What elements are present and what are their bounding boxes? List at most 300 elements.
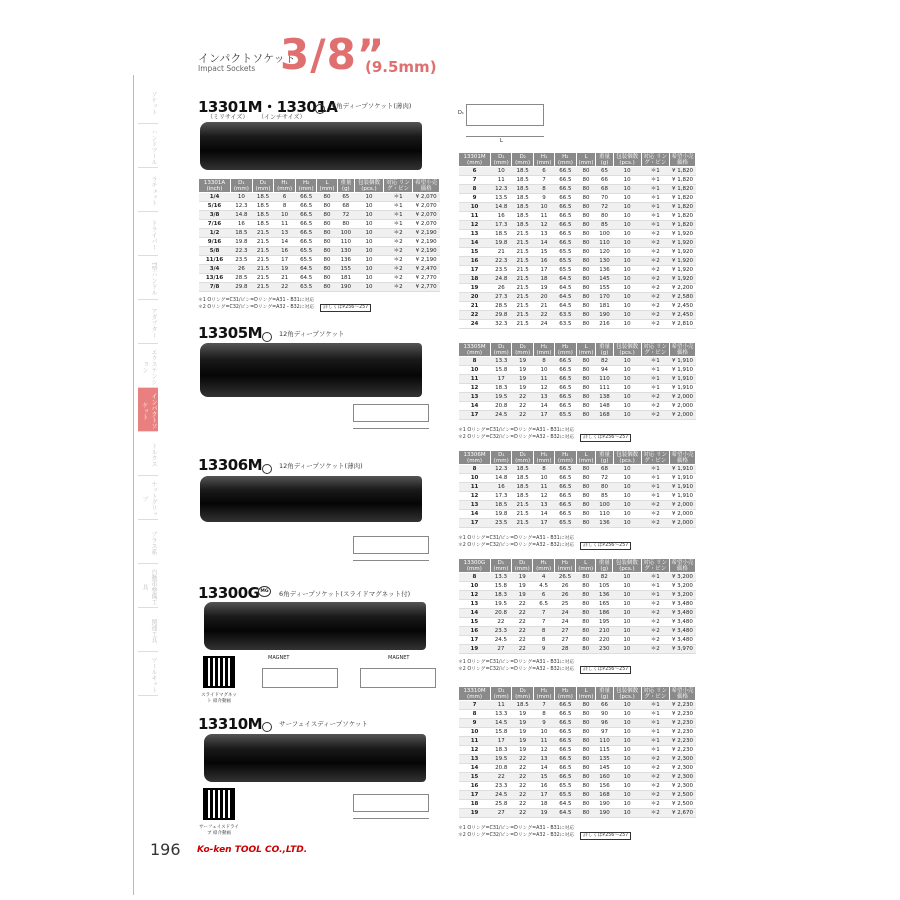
table-cell: 190 [596,809,613,818]
table-cell: 136 [596,591,613,600]
table-cell: ＊1 [641,492,669,501]
table-cell: ＊1 [383,220,412,229]
table-cell: 10 [613,782,641,791]
table-cell: 80 [317,265,337,274]
table-cell: 12.3 [491,185,512,194]
table-cell: 10 [613,609,641,618]
table-cell: 65.5 [555,411,576,420]
table-cell: 145 [596,764,613,773]
table-cell: 63.5 [555,311,576,320]
table-cell: ＊2 [383,229,412,238]
table-header-cell: D₂ (mm) [512,687,533,701]
table-header-row [459,559,696,573]
table-cell: 18.3 [490,591,511,600]
table-cell: 135 [596,755,613,764]
table-cell: 32.3 [491,320,512,329]
side-nav-item[interactable]: ドライバー [138,212,158,256]
table-cell: 65 [337,193,354,202]
table-cell: 14 [459,510,491,519]
table-cell: 14 [274,238,296,247]
table-cell: 72 [596,203,613,212]
table-cell: 10 [533,366,554,375]
table-cell: 80 [576,791,596,800]
table-header-cell: H₂ (mm) [555,153,576,167]
table-cell: 80 [576,239,596,248]
side-nav-item[interactable]: トルクス [138,432,158,476]
table-header-cell: 重量 (g) [596,343,613,357]
note-2: ＊2 Oリング=C32/ピン=Dリング=A32・B32に対応 詳しくはP256〜257 [458,434,631,442]
table-cell: 80 [317,274,337,283]
table-cell: 19 [512,357,533,366]
table-cell: 19.5 [491,393,512,402]
table-header-cell: 希望小売 価格 [669,559,695,573]
table-cell: ¥ 2,300 [669,755,695,764]
table-row [199,229,440,238]
table-cell: 21.5 [512,275,533,284]
table-cell: 19 [512,375,533,384]
table-row [459,492,696,501]
table-cell: 13 [459,501,491,510]
table-cell: 22 [512,809,533,818]
table-cell: 28.5 [231,274,253,283]
header-mm: (9.5mm) [365,58,437,76]
table-cell: 66.5 [295,211,317,220]
header-jp: インパクトソケット [198,52,296,65]
table-cell: 18.5 [512,483,533,492]
table-row [459,393,696,402]
page-ref: 詳しくはP256〜257 [580,832,631,840]
s4-desc: 6角ディープソケット(スライドマグネット付) [279,590,411,598]
magnet-diagram [360,668,436,688]
table-cell: 18.5 [252,202,274,211]
table-cell: 17 [491,375,512,384]
table-cell: 10 [533,203,554,212]
table-row [459,239,696,248]
table-cell: ¥ 1,920 [669,257,695,266]
table-row [459,701,696,710]
table-cell: 66.5 [555,194,576,203]
table-cell: 18.5 [491,501,512,510]
table-cell: 80 [576,582,596,591]
table-cell: 66.5 [555,728,576,737]
page-ref: 詳しくはP256〜257 [580,666,631,674]
table-cell: 80 [317,211,337,220]
table-cell: 110 [596,737,613,746]
magnet-label: MAGNET [388,655,410,661]
table-cell: 26 [231,265,253,274]
table-cell: 10 [533,728,554,737]
table-cell: 80 [576,194,596,203]
table-header-cell: 重量 (g) [596,153,613,167]
table-cell: 10 [355,247,384,256]
table-cell: ¥ 2,230 [669,719,695,728]
table-cell: 28 [554,645,575,654]
table-cell: 17 [459,411,491,420]
table-cell: 23.3 [490,627,511,636]
table-cell: 80 [576,465,596,474]
table-cell: 80 [576,366,596,375]
table-cell: 65.5 [295,256,317,265]
table-cell: 100 [596,501,613,510]
table-cell: ¥ 1,820 [669,185,695,194]
table-cell: 20 [459,293,491,302]
table-cell: 10 [613,483,641,492]
table-cell: 80 [596,483,613,492]
table-cell: ¥ 2,000 [669,402,695,411]
table-cell: 80 [576,645,596,654]
table-row [459,755,696,764]
table-cell: 97 [596,728,613,737]
table-cell: ¥ 2,070 [413,193,440,202]
table-header-cell: 希望小売 価格 [669,451,695,465]
table-cell: 17 [533,411,554,420]
table-cell: 19 [512,591,533,600]
table-cell: 12.3 [491,465,512,474]
table-cell: ＊2 [641,320,669,329]
table-row [459,185,696,194]
table-cell: 10 [613,357,641,366]
table-cell: 8 [533,627,554,636]
table-cell: 100 [596,230,613,239]
note-2: ＊2 Oリング=C32/ピン=Dリング=A32・B32に対応 詳しくはP256〜257 [458,542,631,550]
table-cell: 8 [274,202,296,211]
table-cell: ¥ 2,230 [669,701,695,710]
table-cell: 10 [613,755,641,764]
table-cell: ¥ 2,000 [669,501,695,510]
table-cell: 22 [459,311,491,320]
table-header-cell: D₁ (mm) [231,179,253,193]
s1-notes [198,298,371,312]
s3-notes [458,536,631,550]
table-cell: 10 [355,274,384,283]
t1-table [458,152,696,329]
s2-title: 13305M [198,324,263,342]
table-cell: ¥ 2,190 [413,256,440,265]
table-cell: 21.5 [252,229,274,238]
table-header-cell: H₂ (mm) [555,687,576,701]
table-cell: 10 [459,366,491,375]
table-header-cell: 包装個数 (pcs.) [613,687,641,701]
table-cell: 66.5 [555,755,576,764]
table-cell: 23.5 [231,256,253,265]
table-cell: 16 [274,247,296,256]
table-header-cell: L (mm) [576,343,596,357]
table-cell: 19 [512,710,533,719]
table-row [199,211,440,220]
table-cell: ¥ 2,810 [669,320,695,329]
table-row [459,800,696,809]
table-cell: 22.3 [231,247,253,256]
table-row [459,609,696,618]
table-cell: 64.5 [555,284,576,293]
table-cell: ＊1 [641,591,669,600]
table-cell: 11 [459,375,491,384]
table-cell: ＊2 [641,809,669,818]
table-cell: 21.5 [252,265,274,274]
table-cell: 110 [596,239,613,248]
table-cell: 9 [459,719,491,728]
table-cell: 80 [576,248,596,257]
side-nav-item[interactable]: アダプター [138,300,158,344]
side-nav-item[interactable]: ラチェット [138,168,158,212]
table-cell: 65.5 [555,791,576,800]
table-cell: 65 [596,167,613,176]
table-cell: ＊1 [641,701,669,710]
table-cell: 8 [459,465,491,474]
table-header-cell: D₁ (mm) [491,343,512,357]
table-row [199,265,440,274]
table-cell: 18.5 [512,701,533,710]
table-cell: 70 [596,194,613,203]
table-cell: 18.5 [512,492,533,501]
table-cell: 66.5 [295,220,317,229]
table-cell: ＊1 [641,221,669,230]
table-cell: ＊1 [641,203,669,212]
note-2: ＊2 Oリング=C32/ピン=Dリング=A32・B32に対応 詳しくはP256〜257 [458,666,631,674]
table-cell: 9/16 [199,238,231,247]
table-cell: 72 [337,211,354,220]
table-cell: 66 [596,701,613,710]
table-cell: 136 [596,519,613,528]
table-cell: 18.5 [252,193,274,202]
table-cell: 6 [274,193,296,202]
table-cell: 138 [596,393,613,402]
table-cell: 66.5 [555,221,576,230]
side-nav-item[interactable]: ハンドツール [138,124,158,168]
qr-code[interactable] [203,788,235,820]
table-cell: ＊2 [383,283,412,292]
table-cell: 19 [512,746,533,755]
side-nav-item[interactable]: 自動車整備工具 [138,564,158,608]
table-cell: ¥ 1,910 [669,492,695,501]
table-cell: 10 [613,809,641,818]
table-cell: 10 [613,393,641,402]
table-cell: 80 [576,275,596,284]
table-cell: ＊2 [641,600,669,609]
table-row [459,248,696,257]
table-cell: 13.3 [491,357,512,366]
table-cell: 10 [459,728,491,737]
table-cell: 11 [533,212,554,221]
socket-image [204,602,426,650]
table-cell: 96 [596,719,613,728]
table-cell: 18.3 [491,746,512,755]
side-nav-item[interactable]: ナットグリップ [138,476,158,520]
table-cell: 130 [596,257,613,266]
table-cell: ＊2 [383,247,412,256]
table-cell: 5/8 [199,247,231,256]
table-cell: 3/8 [199,211,231,220]
table-cell: 14 [533,764,554,773]
table-cell: 19 [459,645,491,654]
table-row [459,411,696,420]
side-nav-item[interactable]: エクステンション [138,344,158,388]
table-cell: 17 [459,519,491,528]
table-cell: 66.5 [555,746,576,755]
table-cell: ＊2 [641,764,669,773]
table-cell: 10 [613,266,641,275]
table-cell: 65.5 [555,266,576,275]
table-row [459,230,696,239]
table-cell: 66 [596,176,613,185]
table-header-cell: H₂ (mm) [555,343,576,357]
table-cell: 220 [596,636,613,645]
table-cell: 10 [613,230,641,239]
table-cell: 80 [576,284,596,293]
table-row [199,202,440,211]
table-cell: 11 [459,212,491,221]
table-cell: 8 [459,710,491,719]
table-cell: 65.5 [555,519,576,528]
table-header-cell: H₁ (mm) [533,153,554,167]
table-cell: 80 [576,483,596,492]
side-nav-item[interactable]: ソケット [138,80,158,124]
table-cell: 12 [533,384,554,393]
table-cell: 20.8 [491,764,512,773]
table-cell: ¥ 1,910 [669,465,695,474]
table-cell: 148 [596,402,613,411]
table-cell: 66.5 [295,193,317,202]
table-cell: 10 [355,283,384,292]
table-row [459,737,696,746]
table-cell: 19 [533,284,554,293]
table-cell: 80 [576,800,596,809]
s2-table-wrap [458,342,696,420]
table-cell: 14 [459,609,491,618]
table-cell: 80 [337,220,354,229]
table-header-cell: D₁ (mm) [491,153,512,167]
table-cell: 11/16 [199,256,231,265]
table-header-cell: 対応 リング・ピン [641,343,669,357]
table-cell: 18 [459,800,491,809]
table-cell: 13 [533,393,554,402]
table-cell: ¥ 3,480 [669,636,695,645]
table-cell: 8 [459,357,491,366]
table-cell: 14.8 [491,474,512,483]
table-cell: 63.5 [555,320,576,329]
table-cell: 80 [576,393,596,402]
table-cell: 80 [576,737,596,746]
table-cell: 16 [231,220,253,229]
table-row [459,176,696,185]
table-cell: 13.3 [491,710,512,719]
table-row [459,719,696,728]
side-nav-item[interactable]: プラス系 [138,520,158,564]
table-row [459,519,696,528]
table-cell: ¥ 2,580 [669,293,695,302]
table-cell: ¥ 2,000 [669,393,695,402]
table-cell: 80 [576,185,596,194]
table-cell: 11 [491,701,512,710]
table-cell: ＊2 [641,519,669,528]
side-nav-item[interactable]: インパクトソケット [138,388,158,432]
table-cell: 66.5 [555,212,576,221]
note-1: ＊1 Oリング=C31/ピン=Dリング=A31・B31に対応 [458,536,575,541]
table-row [459,645,696,654]
table-header-cell: 包装個数 (pcs.) [355,179,384,193]
table-header-cell: D₁ (mm) [491,687,512,701]
table-cell: ¥ 2,070 [413,202,440,211]
table-cell: 10 [613,636,641,645]
table-cell: 10 [459,203,491,212]
table-cell: 66.5 [555,465,576,474]
table-cell: 13 [459,393,491,402]
table-cell: 136 [337,256,354,265]
table-cell: 21.5 [512,230,533,239]
table-cell: 13 [459,230,491,239]
table-cell: 6 [533,167,554,176]
table-cell: 10 [613,239,641,248]
table-cell: 66.5 [555,393,576,402]
table-cell: 20 [533,293,554,302]
table-cell: 12 [533,221,554,230]
table-cell: 10 [613,519,641,528]
table-cell: 27 [554,627,575,636]
table-header-row [459,153,696,167]
table-cell: 18.5 [252,220,274,229]
table-cell: ¥ 3,480 [669,627,695,636]
table-cell: 80 [576,764,596,773]
s1-sub-a: （インチサイズ） [258,114,306,121]
table-cell: 66.5 [555,375,576,384]
table-cell: 10 [613,719,641,728]
table-cell: 15.8 [490,582,511,591]
table-row [459,320,696,329]
table-header-cell: 13310M (mm) [459,687,491,701]
table-cell: 21.5 [512,302,533,311]
table-cell: 90 [596,710,613,719]
side-nav-item[interactable]: 関連工具 [138,608,158,652]
table-cell: 12 [459,591,491,600]
table-cell: 145 [596,275,613,284]
table-cell: 168 [596,411,613,420]
table-cell: 80 [576,230,596,239]
table-cell: ¥ 2,450 [669,302,695,311]
table-cell: 19 [512,573,533,582]
table-cell: 18.5 [512,194,533,203]
table-cell: 22 [512,755,533,764]
table-cell: 10 [613,221,641,230]
table-cell: 17 [274,256,296,265]
table-row [459,194,696,203]
table-header-cell: D₁ (mm) [490,559,511,573]
table-cell: 66.5 [555,167,576,176]
table-cell: 21.5 [252,238,274,247]
table-cell: 80 [576,510,596,519]
header-size: 3/8” [280,30,386,79]
note-2: ＊2 Oリング=C32/ピン=Dリング=A32・B32に対応 詳しくはP256〜257 [198,304,371,312]
table-cell: 80 [576,375,596,384]
table-cell: 80 [576,728,596,737]
table-cell: 6 [533,591,554,600]
qr-code[interactable] [203,656,235,688]
table-cell: 7 [533,618,554,627]
side-nav-item[interactable]: T型ハンドル [138,256,158,300]
table-cell: ＊1 [641,474,669,483]
side-nav-item[interactable]: ツールキット [138,652,158,696]
socket-image [200,476,422,522]
table-cell: 10 [613,510,641,519]
table-cell: 10 [355,256,384,265]
table-cell: 22 [274,283,296,292]
s5-notes [458,826,631,840]
table-row [459,510,696,519]
table-cell: 210 [596,627,613,636]
table-row [459,167,696,176]
table-cell: 14 [459,402,491,411]
table-cell: 11 [274,220,296,229]
s1-title: 13301M・13301A [198,98,338,116]
